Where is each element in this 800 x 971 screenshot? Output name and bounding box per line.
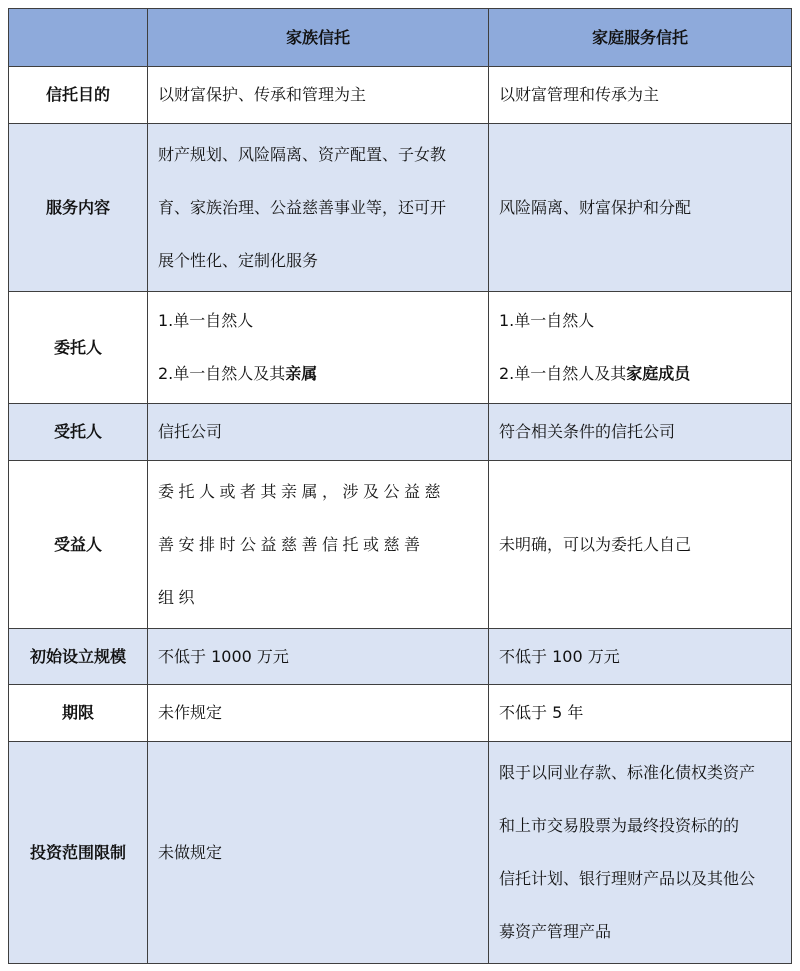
row-initial-scale (9, 629, 792, 685)
services-family-line: 财产规划、风险隔离、资产配置、子女教 (158, 144, 447, 164)
cell-purpose-household: 以财富管理和传承为主 (489, 67, 792, 124)
cell-investment-household (489, 742, 792, 964)
row-beneficiary (9, 461, 792, 629)
row-investment (9, 742, 792, 964)
cell-settlor-family (148, 292, 489, 404)
row-label-term: 期限 (9, 685, 148, 742)
cell-investment-family: 未做规定 (148, 742, 489, 964)
settlor-family-item-1: 1.单一自然人 (158, 311, 254, 330)
row-settlor (9, 292, 792, 404)
settlor-family-item-2-text: 2.单一自然人及其 (158, 364, 286, 383)
settlor-family-item-2-emphasis: 亲属 (285, 364, 318, 383)
header-household-trust: 家庭服务信托 (489, 9, 792, 67)
row-label-settlor: 委托人 (9, 292, 148, 404)
services-family-line: 育、家族治理、公益慈善事业等，还可开 (158, 197, 447, 217)
comparison-table (8, 8, 792, 964)
cell-trustee-family: 信托公司 (148, 404, 489, 461)
cell-initial-scale-household: 不低于 100 万元 (489, 629, 792, 685)
row-label-initial-scale: 初始设立规模 (9, 629, 148, 685)
cell-settlor-household (489, 292, 792, 404)
row-label-services: 服务内容 (9, 124, 148, 292)
header-row (9, 9, 792, 67)
investment-household-line: 信托计划、银行理财产品以及其他公 (499, 869, 756, 888)
investment-household-line: 和上市交易股票为最终投资标的的 (499, 816, 740, 835)
cell-initial-scale-family: 不低于 1000 万元 (148, 629, 489, 685)
services-family-line: 展个性化、定制化服务 (158, 250, 319, 270)
row-label-trustee: 受托人 (9, 404, 148, 461)
row-label-investment: 投资范围限制 (9, 742, 148, 964)
header-family-trust: 家族信托 (148, 9, 489, 67)
settlor-household-item-1: 1.单一自然人 (499, 311, 595, 330)
cell-purpose-family: 以财富保护、传承和管理为主 (148, 67, 489, 124)
beneficiary-family-line: 组织 (158, 587, 200, 607)
cell-services-household: 风险隔离、财富保护和分配 (489, 124, 792, 292)
settlor-family-item-2 (158, 364, 478, 384)
beneficiary-family-line: 委托人或者其亲属，涉及公益慈 (158, 481, 446, 501)
row-services (9, 124, 792, 292)
investment-household-line: 限于以同业存款、标准化债权类资产 (499, 763, 756, 782)
settlor-household-item-2-emphasis: 家庭成员 (626, 364, 691, 383)
cell-beneficiary-family (148, 461, 489, 629)
row-label-beneficiary: 受益人 (9, 461, 148, 629)
cell-term-household: 不低于 5 年 (489, 685, 792, 742)
cell-trustee-household: 符合相关条件的信托公司 (489, 404, 792, 461)
cell-term-family: 未作规定 (148, 685, 489, 742)
header-empty-cell (9, 9, 148, 67)
row-term (9, 685, 792, 742)
row-purpose (9, 67, 792, 124)
row-trustee (9, 404, 792, 461)
cell-beneficiary-household: 未明确，可以为委托人自己 (489, 461, 792, 629)
row-label-purpose: 信托目的 (9, 67, 148, 124)
beneficiary-family-line: 善安排时公益慈善信托或慈善 (158, 534, 425, 554)
settlor-household-item-2 (499, 364, 781, 384)
investment-household-line: 募资产管理产品 (499, 922, 612, 941)
cell-services-family (148, 124, 489, 292)
settlor-household-item-2-text: 2.单一自然人及其 (499, 364, 627, 383)
